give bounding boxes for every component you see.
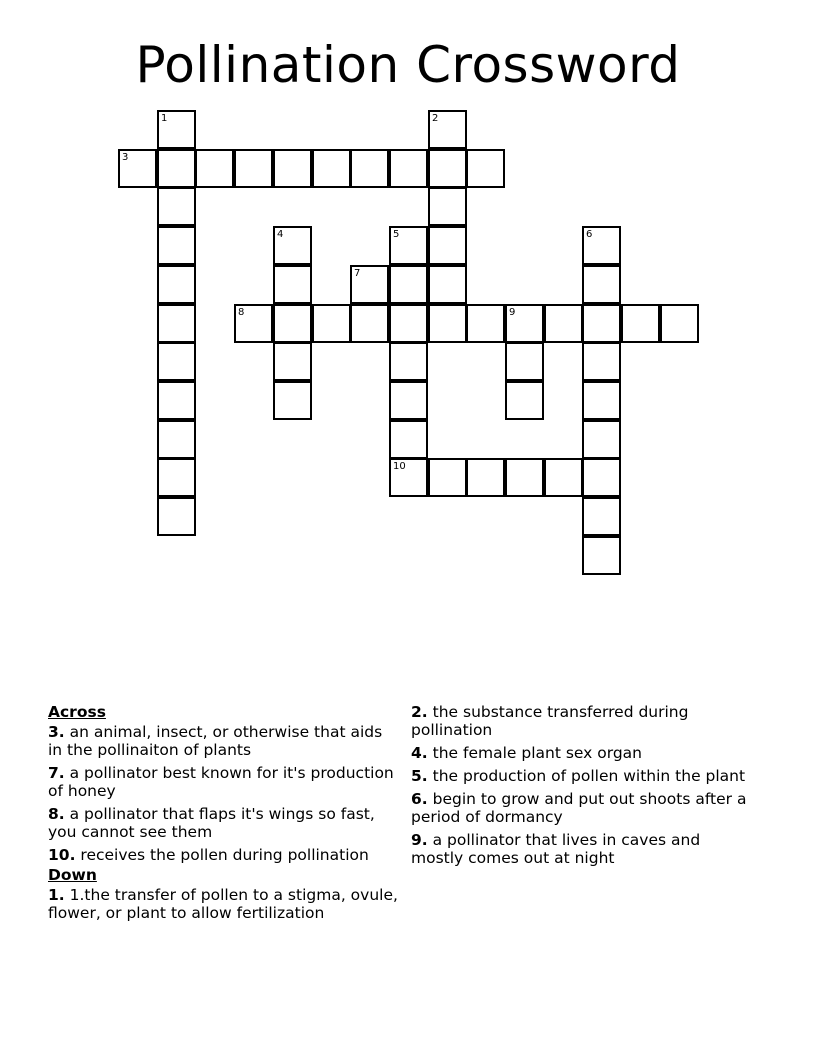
cell-number: 2 — [432, 113, 439, 124]
crossword-cell[interactable] — [582, 304, 621, 343]
crossword-cell[interactable] — [544, 458, 583, 497]
crossword-cell[interactable] — [660, 304, 699, 343]
clue-text: a pollinator that lives in caves and mostly comes out at night — [411, 831, 701, 867]
crossword-cell[interactable] — [157, 342, 196, 381]
clue-number: 10. — [48, 846, 76, 864]
cell-number: 4 — [277, 229, 284, 240]
crossword-cell[interactable] — [389, 149, 428, 188]
crossword-cell[interactable] — [582, 497, 621, 536]
crossword-cell[interactable] — [157, 304, 196, 343]
crossword-cell[interactable] — [157, 497, 196, 536]
clues-left-column — [48, 703, 398, 927]
clue-down-9 — [411, 831, 751, 867]
crossword-cell[interactable] — [273, 342, 312, 381]
across-heading: Across — [48, 703, 106, 721]
crossword-cell[interactable] — [582, 342, 621, 381]
crossword-cell[interactable] — [582, 265, 621, 304]
clue-down-1 — [48, 886, 398, 922]
cell-number: 10 — [393, 461, 406, 472]
crossword-cell[interactable] — [428, 304, 467, 343]
cell-number: 7 — [354, 268, 361, 279]
crossword-cell[interactable] — [389, 381, 428, 420]
crossword-cell[interactable] — [582, 381, 621, 420]
crossword-cell[interactable] — [428, 110, 467, 149]
clue-across-7 — [48, 764, 398, 800]
clue-across-3 — [48, 723, 398, 759]
crossword-cell[interactable] — [466, 304, 505, 343]
crossword-cell[interactable] — [350, 265, 389, 304]
clue-down-4 — [411, 744, 751, 762]
clue-down-2 — [411, 703, 751, 739]
crossword-cell[interactable] — [582, 226, 621, 265]
cell-number: 9 — [509, 307, 516, 318]
down-heading: Down — [48, 866, 97, 884]
clue-number: 5. — [411, 767, 428, 785]
crossword-cell[interactable] — [157, 226, 196, 265]
clue-text: receives the pollen during pollination — [80, 846, 369, 864]
clues-right-column — [411, 703, 751, 872]
crossword-cell[interactable] — [157, 381, 196, 420]
cell-number: 1 — [161, 113, 168, 124]
cell-number: 3 — [122, 152, 129, 163]
crossword-cell[interactable] — [505, 381, 544, 420]
crossword-cell[interactable] — [312, 149, 351, 188]
crossword-cell[interactable] — [157, 149, 196, 188]
crossword-cell[interactable] — [157, 420, 196, 459]
crossword-cell[interactable] — [157, 110, 196, 149]
clue-text: an animal, insect, or otherwise that aids in the pollinaiton of plants — [48, 723, 383, 759]
crossword-cell[interactable] — [312, 304, 351, 343]
crossword-cell[interactable] — [350, 149, 389, 188]
crossword-cell[interactable] — [157, 187, 196, 226]
cell-number: 5 — [393, 229, 400, 240]
crossword-cell[interactable] — [273, 226, 312, 265]
crossword-cell[interactable] — [273, 265, 312, 304]
page-title: Pollination Crossword — [135, 36, 681, 94]
clue-number: 2. — [411, 703, 428, 721]
crossword-cell[interactable] — [505, 458, 544, 497]
crossword-cell[interactable] — [389, 458, 428, 497]
clue-number: 6. — [411, 790, 428, 808]
clue-number: 7. — [48, 764, 65, 782]
cell-number: 8 — [238, 307, 245, 318]
clue-number: 9. — [411, 831, 428, 849]
clue-down-5 — [411, 767, 751, 785]
clue-text: a pollinator best known for it's production of honey — [48, 764, 394, 800]
clue-number: 3. — [48, 723, 65, 741]
clue-text: a pollinator that flaps it's wings so fast, you cannot see them — [48, 805, 375, 841]
crossword-cell[interactable] — [118, 149, 157, 188]
crossword-cell[interactable] — [582, 536, 621, 575]
crossword-cell[interactable] — [428, 458, 467, 497]
clue-text: begin to grow and put out shoots after a period of dormancy — [411, 790, 747, 826]
crossword-cell[interactable] — [466, 149, 505, 188]
crossword-cell[interactable] — [234, 149, 273, 188]
clue-across-10 — [48, 846, 398, 864]
crossword-cell[interactable] — [389, 420, 428, 459]
clue-number: 8. — [48, 805, 65, 823]
crossword-cell[interactable] — [428, 265, 467, 304]
crossword-cell[interactable] — [582, 458, 621, 497]
clue-text: 1.the transfer of pollen to a stigma, ovule, flower, or plant to allow fertilization — [48, 886, 398, 922]
crossword-cell[interactable] — [273, 149, 312, 188]
crossword-cell[interactable] — [273, 304, 312, 343]
clue-number: 1. — [48, 886, 65, 904]
crossword-cell[interactable] — [273, 381, 312, 420]
crossword-cell[interactable] — [582, 420, 621, 459]
crossword-cell[interactable] — [389, 304, 428, 343]
crossword-cell[interactable] — [195, 149, 234, 188]
crossword-cell[interactable] — [621, 304, 660, 343]
crossword-cell[interactable] — [157, 265, 196, 304]
crossword-cell[interactable] — [466, 458, 505, 497]
crossword-cell[interactable] — [505, 304, 544, 343]
cell-number: 6 — [586, 229, 593, 240]
crossword-cell[interactable] — [428, 187, 467, 226]
clue-down-6 — [411, 790, 751, 826]
crossword-cell[interactable] — [505, 342, 544, 381]
crossword-cell[interactable] — [234, 304, 273, 343]
clue-text: the female plant sex organ — [432, 744, 643, 762]
clue-number: 4. — [411, 744, 428, 762]
crossword-cell[interactable] — [389, 342, 428, 381]
crossword-cell[interactable] — [350, 304, 389, 343]
crossword-cell[interactable] — [157, 458, 196, 497]
crossword-cell[interactable] — [428, 149, 467, 188]
clue-text: the substance transferred during pollination — [411, 703, 689, 739]
clue-text: the production of pollen within the plant — [432, 767, 746, 785]
crossword-cell[interactable] — [544, 304, 583, 343]
clue-across-8 — [48, 805, 398, 841]
crossword-cell[interactable] — [428, 226, 467, 265]
crossword-cell[interactable] — [389, 226, 428, 265]
crossword-cell[interactable] — [389, 265, 428, 304]
